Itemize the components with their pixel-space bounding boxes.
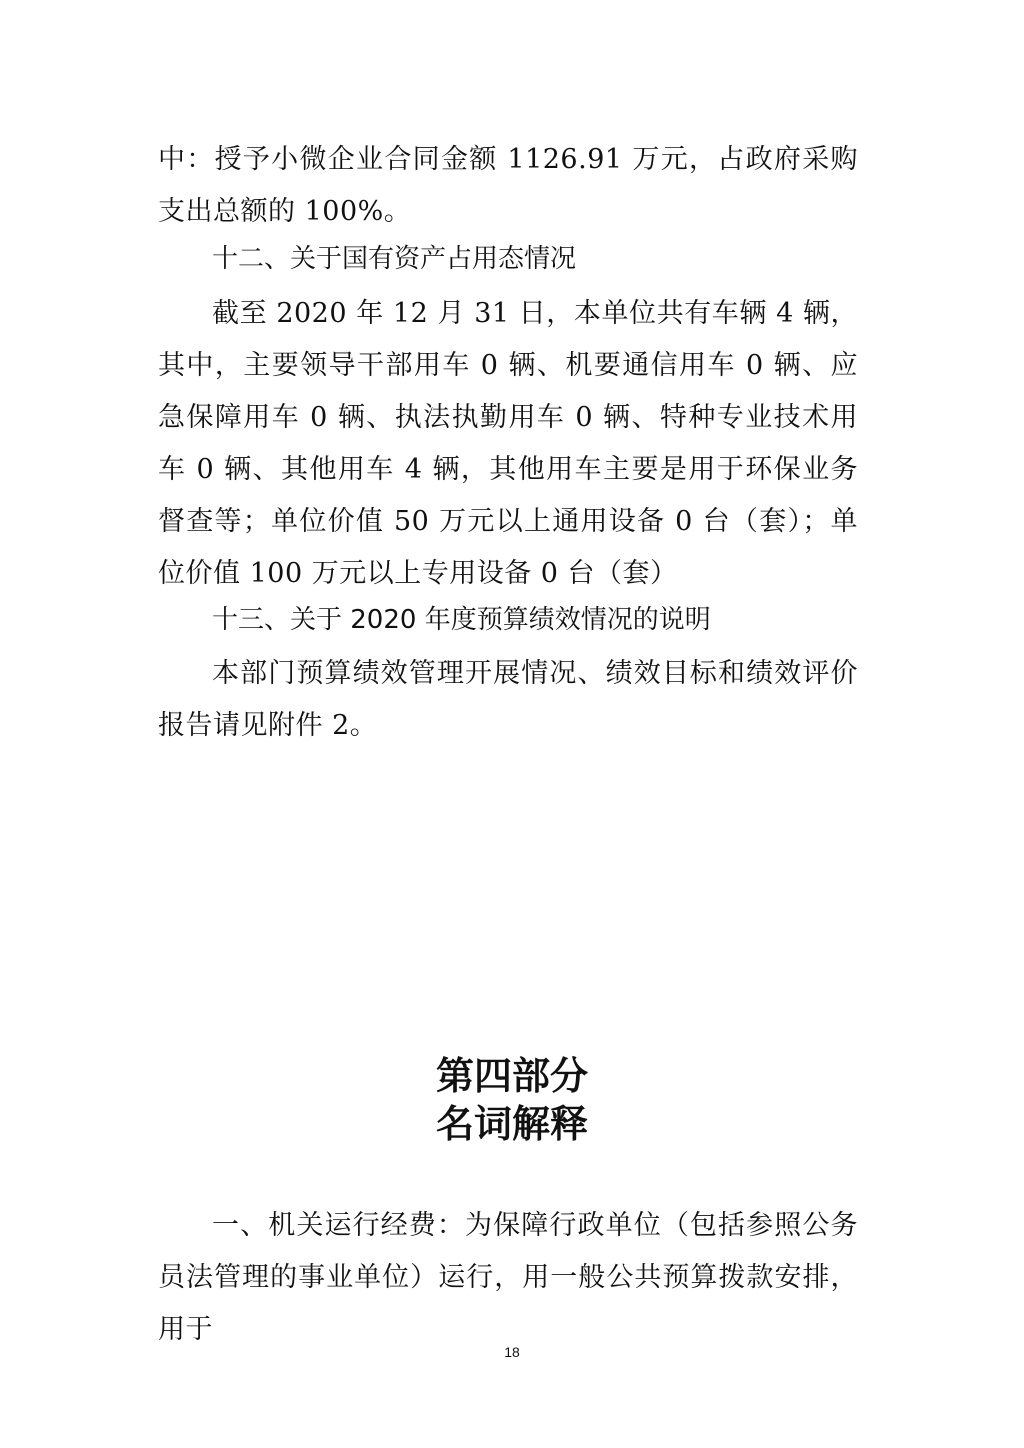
paragraph-performance: 本部门预算绩效管理开展情况、绩效目标和绩效评价报告请见附件 2。 (158, 658, 858, 741)
part-title-line1: 第四部分 (435, 1053, 588, 1098)
section-heading-12: 十二、关于国有资产占用态情况 (212, 244, 577, 274)
section-heading-13: 十三、关于 2020 年度预算绩效情况的说明 (212, 605, 711, 635)
paragraph-procurement-continuation: 中：授予小微企业合同金额 1126.91 万元，占政府采购支出总额的 100%。 (158, 144, 858, 227)
paragraph-term-definition: 一、机关运行经费：为保障行政单位（包括参照公务员法管理的事业单位）运行，用一般公共预算拨款安排，用于 (158, 1210, 858, 1345)
page-number: 18 (504, 1344, 520, 1360)
part-title-line2: 名词解释 (435, 1101, 588, 1146)
paragraph-state-assets: 截至 2020 年 12 月 31 日，本单位共有车辆 4 辆，其中，主要领导干部用车 0 辆、机要通信用车 0 辆、应急保障用车 0 辆、执法执勤用车 0 辆、特种专业技术用车 0 辆、其他用车 4 辆，其他用车主要是用于环保业务督查等；单位价值 50 万元以上通用设备 0 台（套）；单位价值 100 万元以上专用设备 0 台（套） (158, 298, 858, 589)
